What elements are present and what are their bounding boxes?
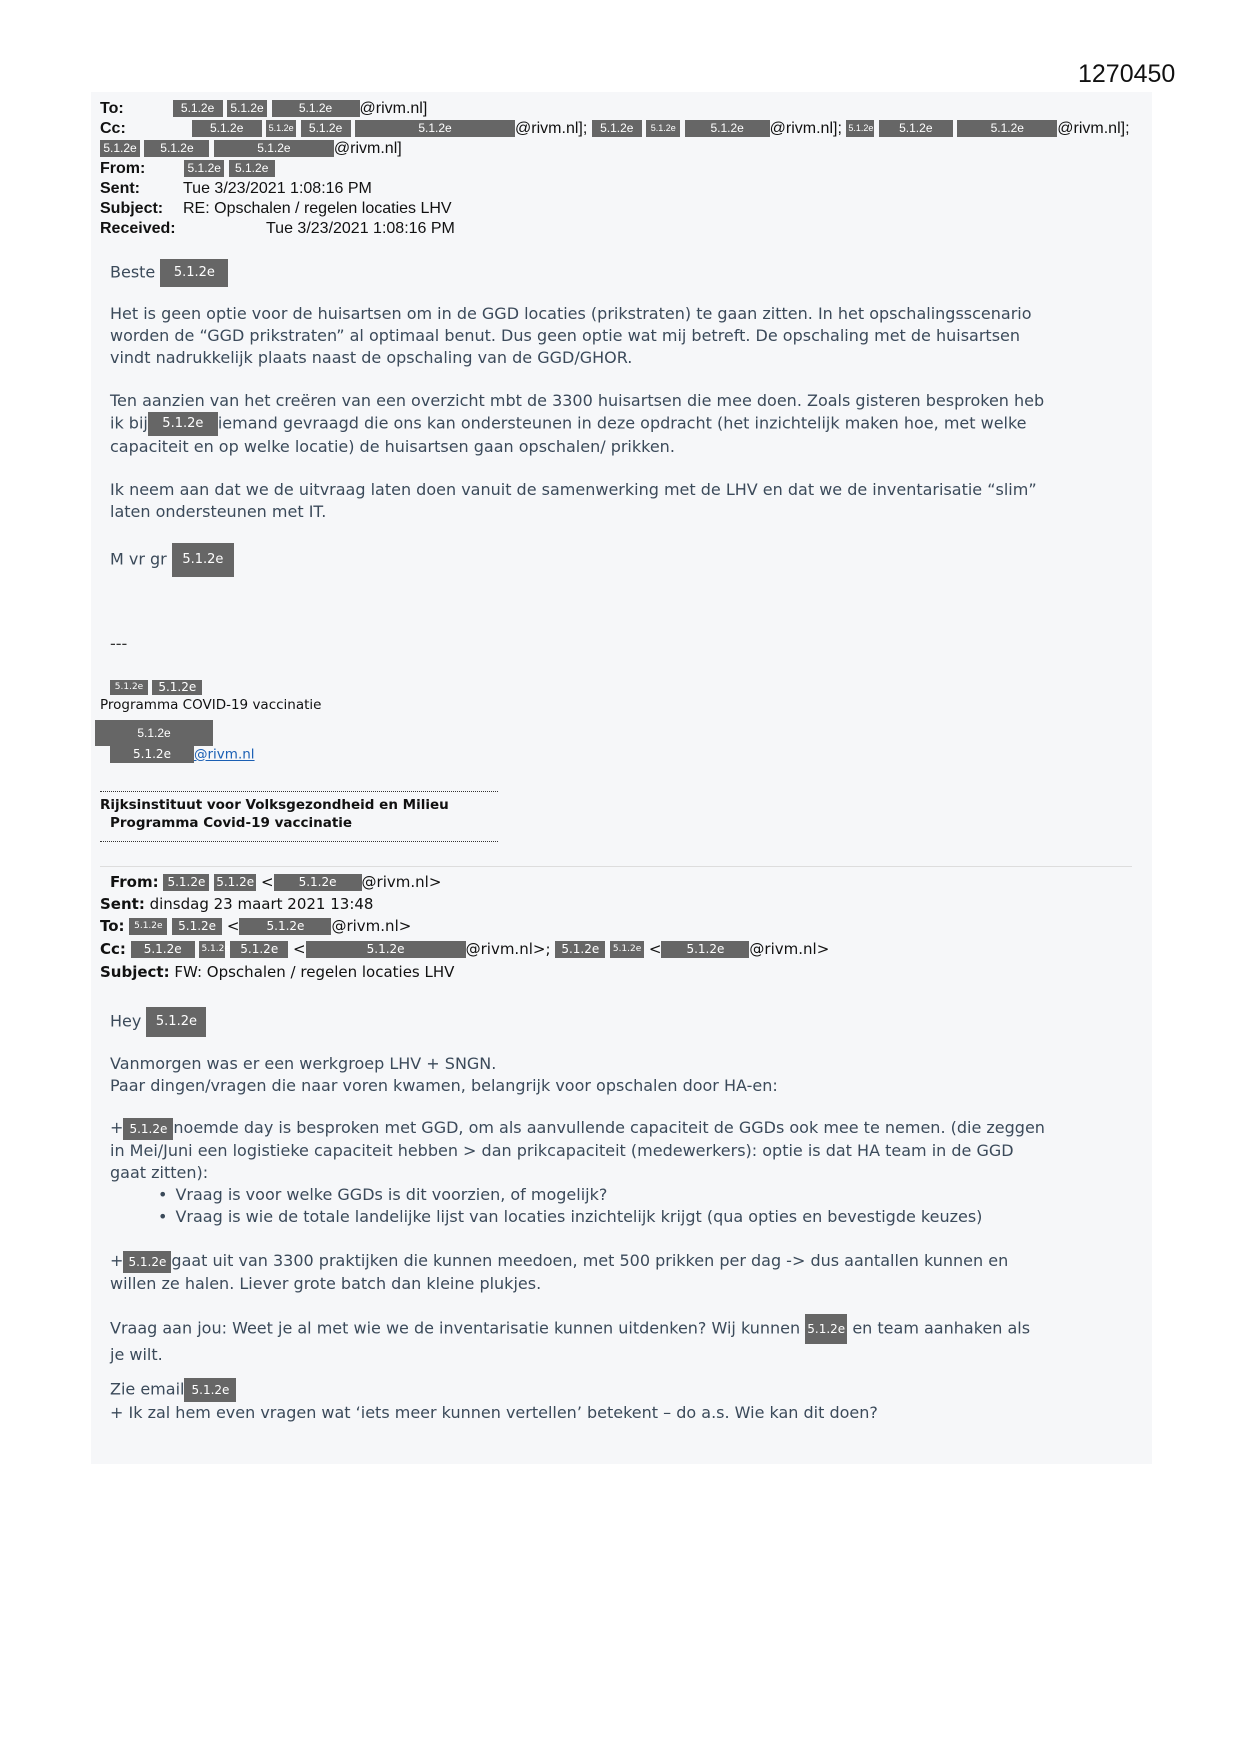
redaction: 5.1.2e [266,120,296,137]
sent-label: Sent: [100,180,140,197]
cc-label: Cc: [100,120,126,137]
redaction: 5.1.2e [146,1007,206,1037]
received-row [100,219,500,239]
redaction: 5.1.2e [131,941,195,958]
cc-domain: @rivm.nl] [333,140,402,157]
dotted-divider [100,791,498,792]
to-label: To: [100,100,124,117]
paragraph-1: Het is geen optie voor de huisartsen om in de GGD locaties (prikstraten) te gaan zitten. In het opschalingsscenario worden de “GGD prikstraten” al optimaal benut. Dus geen optie wat mij betreft. De opschaling met de huisartsen vindt nadrukkelijk plaats naast de opschaling van de GGD/GHOR. [110,304,1032,367]
email-link[interactable]: @rivm.nl [194,746,255,763]
redaction: 5.1.2e [172,543,234,577]
fwd-subject-row: Subject: FW: Opschalen / regelen locaties LHV [100,963,455,981]
redaction: 5.1.2e [846,120,874,137]
redaction: 5.1.2e [163,874,209,891]
cc-domain: @rivm.nl]; [1057,120,1130,137]
redaction: 5.1.2e [646,120,680,137]
redaction: 5.1.2e [184,160,224,177]
signature-program: Programma COVID-19 vaccinatie [100,697,322,713]
redaction: 5.1.2e [239,918,331,935]
signature-name [110,679,202,695]
redaction: 5.1.2e [148,412,218,436]
closing: M vr gr 5.1.2e [110,543,234,577]
redaction: 5.1.2e [355,120,515,137]
document-number: 1270450 [1078,60,1176,88]
from-label: From: [100,160,146,177]
redaction: 5.1.2e [110,746,194,763]
redaction: 5.1.2e [144,140,209,157]
forward-separator [100,866,1132,867]
fwd-sent-row: Sent: dinsdag 23 maart 2021 13:48 [100,895,374,913]
fwd-intro: Vanmorgen was er een werkgroep LHV + SNGN. Paar dingen/vragen die naar voren kwamen, belangrijk voor opschalen door HA-en: [110,1054,778,1095]
redaction: 5.1.2e [95,720,213,746]
redaction: 5.1.2e [100,140,140,157]
subject-value: RE: Opschalen / regelen locaties LHV [183,200,452,217]
sent-value: Tue 3/23/2021 1:08:16 PM [183,180,372,197]
redaction: 5.1.2e [805,1314,847,1344]
redaction: 5.1.2e [123,1251,171,1273]
list-item: • Vraag is wie de totale landelijke lijst van locaties inzichtelijk krijgt (qua opties en bevestigde keuzes) [158,1206,1045,1228]
redaction: 5.1.2e [172,918,222,935]
redaction: 5.1.2e [661,941,749,958]
redaction: 5.1.2e [555,941,605,958]
sent-row [100,179,372,199]
dashes: --- [110,634,128,653]
signature-email [110,746,255,763]
fwd-to-row: To: 5.1.2e 5.1.2e < 5.1.2e @rivm.nl> [100,917,412,935]
fwd-question: Vraag aan jou: Weet je al met wie we de inventarisatie kunnen uitdenken? Wij kunnen 5.1.2e en team aanhaken als je wilt. [110,1314,1030,1366]
greeting: Beste 5.1.2e [110,259,228,287]
to-row [100,99,427,119]
redaction: 5.1.2e [214,140,334,157]
received-value: Tue 3/23/2021 1:08:16 PM [266,220,455,237]
to-domain: @rivm.nl] [359,100,428,117]
redaction: 5.1.2e [957,120,1057,137]
paragraph-3: Ik neem aan dat we de uitvraag laten doen vanuit de samenwerking met de LHV en dat we de inventarisatie “slim” laten ondersteunen met IT. [110,480,1037,521]
redaction: 5.1.2e [610,941,644,958]
dotted-divider [100,841,498,842]
cc-row [100,119,1130,139]
redaction: 5.1.2e [110,680,148,695]
fwd-from-row: From: 5.1.2e 5.1.2e < 5.1.2e @rivm.nl> [110,873,442,891]
redaction: 5.1.2e [301,120,351,137]
redaction: 5.1.2e [192,120,262,137]
from-row [100,159,275,179]
redaction: 5.1.2e [592,120,642,137]
redaction: 5.1.2e [123,1118,173,1140]
redaction: 5.1.2e [685,120,770,137]
cc-domain: @rivm.nl]; [769,120,842,137]
redaction: 5.1.2e [160,259,228,287]
redaction: 5.1.2e [272,100,360,117]
redaction: 5.1.2e [306,941,466,958]
subject-label: Subject: [100,200,164,217]
org-name: Rijksinstituut voor Volksgezondheid en Milieu [100,797,449,813]
redaction: 5.1.2e [230,941,288,958]
redaction: 5.1.2e [173,100,223,117]
redaction: 5.1.2e [274,874,362,891]
redaction: 5.1.2e [879,120,953,137]
redaction: 5.1.2e [229,160,275,177]
redaction: 5.1.2e [184,1378,236,1402]
fwd-bullet-2: + 5.1.2e gaat uit van 3300 praktijken die kunnen meedoen, met 500 prikken per dag -> dus aantallen kunnen en willen ze halen. Liever grote batch dan kleine plukjes. [110,1251,1009,1293]
redaction: 5.1.2e [199,941,225,958]
org-program: Programma Covid-19 vaccinatie [110,815,353,831]
fwd-closing: Zie email 5.1.2e + Ik zal hem even vragen wat ‘iets meer kunnen vertellen’ betekent – do a.s. Wie kan dit doen? [110,1379,878,1422]
redaction: 5.1.2e [227,100,267,117]
cc-row-continued [100,139,402,159]
list-item: • Vraag is voor welke GGDs is dit voorzien, of mogelijk? [158,1184,1045,1206]
redaction: 5.1.2e [214,874,256,891]
redaction: 5.1.2e [152,680,202,695]
fwd-cc-row: Cc: 5.1.2e 5.1.2e 5.1.2e < 5.1.2e @rivm.nl>; 5.1.2e 5.1.2e < 5.1.2e @rivm.nl> [100,940,830,958]
cc-domain: @rivm.nl]; [515,120,588,137]
fwd-bullet-1: + 5.1.2e noemde day is besproken met GGD, om als aanvullende capaciteit de GGDs ook mee te nemen. (die zeggen in Mei/Juni een logistieke capaciteit hebben > dan prikcapaciteit (medewerkers): optie is dat HA team in de GGD gaat zitten): • Vraag is voor welke GGDs is dit voorzien, of mogelijk? • Vraag is wie de totale landelijke lijst van locaties inzichtelijk krijgt (qua opties en bevestigde keuzes) [110,1117,1045,1228]
fwd-greeting: Hey 5.1.2e [110,1007,206,1037]
received-label: Received: [100,220,176,237]
paragraph-2: Ten aanzien van het creëren van een overzicht mbt de 3300 huisartsen die mee doen. Zoals gisteren besproken heb ik bij 5.1.2e iemand gevraagd die ons kan ondersteunen in deze opdracht (het inzichtelijk maken hoe, met welke capaciteit en op welke locatie) de huisartsen gaan opschalen/ prikken. [110,391,1045,456]
subject-row [100,199,500,219]
redaction: 5.1.2e [129,918,167,935]
